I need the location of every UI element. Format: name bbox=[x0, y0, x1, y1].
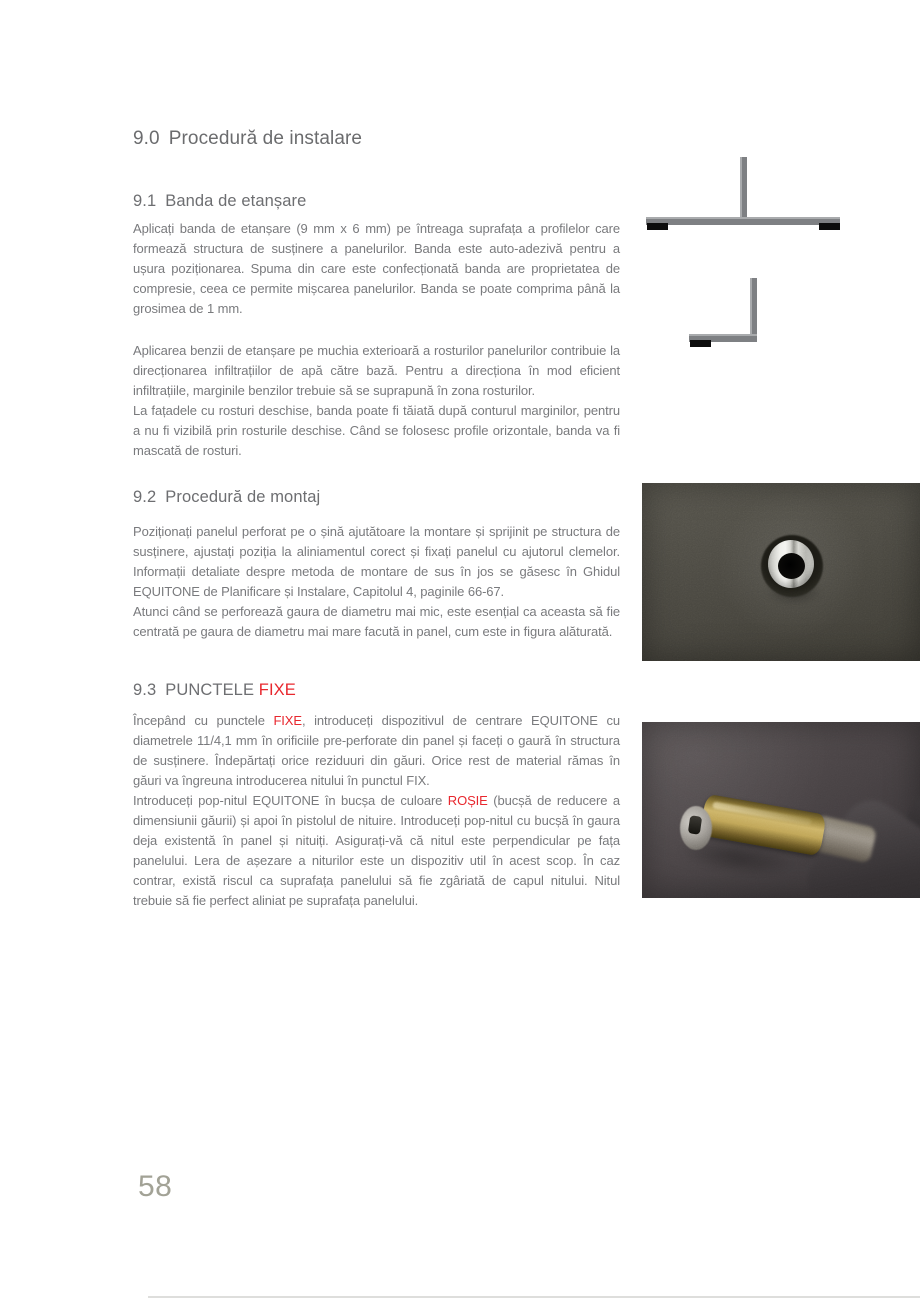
text-run: Începând cu punctele bbox=[133, 713, 274, 728]
text-run: , introduceți dispozitivul de centrare EQUITONE cu diametrele 11/4,1 mm în orificiile pre-perforate din panel și faceți o gaură în structura de susținere. Îndepărtați orice reziduuri din găuri. Orice rest de material rămas în găuri va îngreuna introducerea nitului în punctul FIX. bbox=[133, 713, 621, 788]
paragraph: La fațadele cu rosturi deschise, banda poate fi tăiată după conturul marginilor, pentru a nu fi vizibilă prin rosturile deschise. Când se folosesc profile orizontale, banda va fi mascată de rosturi. bbox=[133, 403, 620, 458]
page-number: 58 bbox=[138, 1170, 173, 1203]
text-run-red-fixe: FIXE bbox=[273, 713, 302, 728]
paragraph: Poziționați panelul perforat pe o șină ajutătoare la montare și sprijinit pe structura de susținere, ajustați poziția la aliniamentul corect și fixați panelul cu ajutorul clemelor. Informații detaliate despre metoda de montare de sus în jos se găsesc în Ghidul EQUITONE de Planificare și Instalare, Capitolul 4, paginile 66-67. bbox=[133, 524, 620, 599]
text-run: Introduceți pop-nitul EQUITONE în bucșa de culoare bbox=[133, 793, 448, 808]
section-9-1-text-block-1 bbox=[133, 219, 620, 319]
section-9-2-text-block bbox=[133, 522, 620, 642]
paragraph: Atunci când se perforează gaura de diametru mai mic, este esențial ca aceasta să fie centrată pe gaura de diametru mai mare facută in panel, cum este in figura alăturată. bbox=[133, 604, 620, 639]
rivet-gun-photo bbox=[642, 722, 920, 898]
section-heading-9-3 bbox=[133, 681, 296, 700]
paragraph: Aplicați banda de etanșare (9 mm x 6 mm) pe întreaga suprafața a profilelor care formează structura de susținere a panelurilor. Banda este auto-adezivă pentru a ușura poziționarea. Spuma din care este confecționată banda are proprietatea de compresie, ceea ce permite mișcarea panelurilor. Banda se poate comprima până la grosimea de 1 mm. bbox=[133, 221, 620, 316]
t-profile-horizontal-bar bbox=[646, 217, 840, 225]
paragraph bbox=[133, 711, 620, 791]
section-heading-9-2 bbox=[133, 488, 320, 507]
small-center-hole bbox=[778, 553, 805, 579]
section-9-1-text-block-2 bbox=[133, 341, 620, 461]
paragraph: Aplicarea benzii de etanșare pe muchia exterioară a rosturilor panelurilor contribuie la direcționarea infiltrațiilor de apă către bază. Pentru a direcționa în mod eficient infiltrațiile, marginile benzilor trebuie să se suprapună în zona rosturilor. bbox=[133, 343, 620, 398]
page-title bbox=[133, 128, 362, 150]
section-9-3-text-block bbox=[133, 711, 620, 911]
t-profile-vertical-bar bbox=[740, 157, 747, 219]
section-heading-9-1 bbox=[133, 192, 306, 211]
sealing-tape-right bbox=[819, 223, 840, 230]
sealing-tape-bottom bbox=[690, 340, 711, 347]
page-title-label: Procedură de instalare bbox=[168, 128, 363, 149]
paragraph bbox=[133, 791, 620, 911]
page-title-number: 9.0 bbox=[133, 128, 160, 149]
section-9-1-number: 9.1 bbox=[133, 192, 157, 210]
section-9-3-label: PUNCTELE bbox=[165, 681, 255, 699]
section-9-3-label-red: FIXE bbox=[258, 681, 296, 699]
text-run-red-rosie: ROȘIE bbox=[447, 793, 488, 808]
section-9-1-label: Banda de etanșare bbox=[165, 192, 307, 210]
page-bottom-edge-line bbox=[148, 1296, 920, 1298]
panel-hole-photo bbox=[642, 483, 920, 661]
l-profile-vertical-bar bbox=[750, 278, 757, 340]
sealing-tape-left bbox=[647, 223, 668, 230]
text-run: (bucșă de reducere a dimensiunii găurii) și apoi în pistolul de nituire. Introduceți pop-nitul cu bucșă în gaura deja existentă în panel și nituiți. Asigurați-vă că nitul este perpendicular pe fața panelului. Lera de așezare a niturilor este un dispozitiv util în acest scop. În caz contrar, există riscul ca suprafața panelului să fie zgâriată de capul nitului. Nitul trebuie să fie perfect aliniat pe suprafața panelului. bbox=[133, 793, 620, 908]
section-9-2-number: 9.2 bbox=[133, 488, 157, 506]
section-9-3-number: 9.3 bbox=[133, 681, 157, 699]
section-9-2-label: Procedură de montaj bbox=[165, 488, 321, 506]
